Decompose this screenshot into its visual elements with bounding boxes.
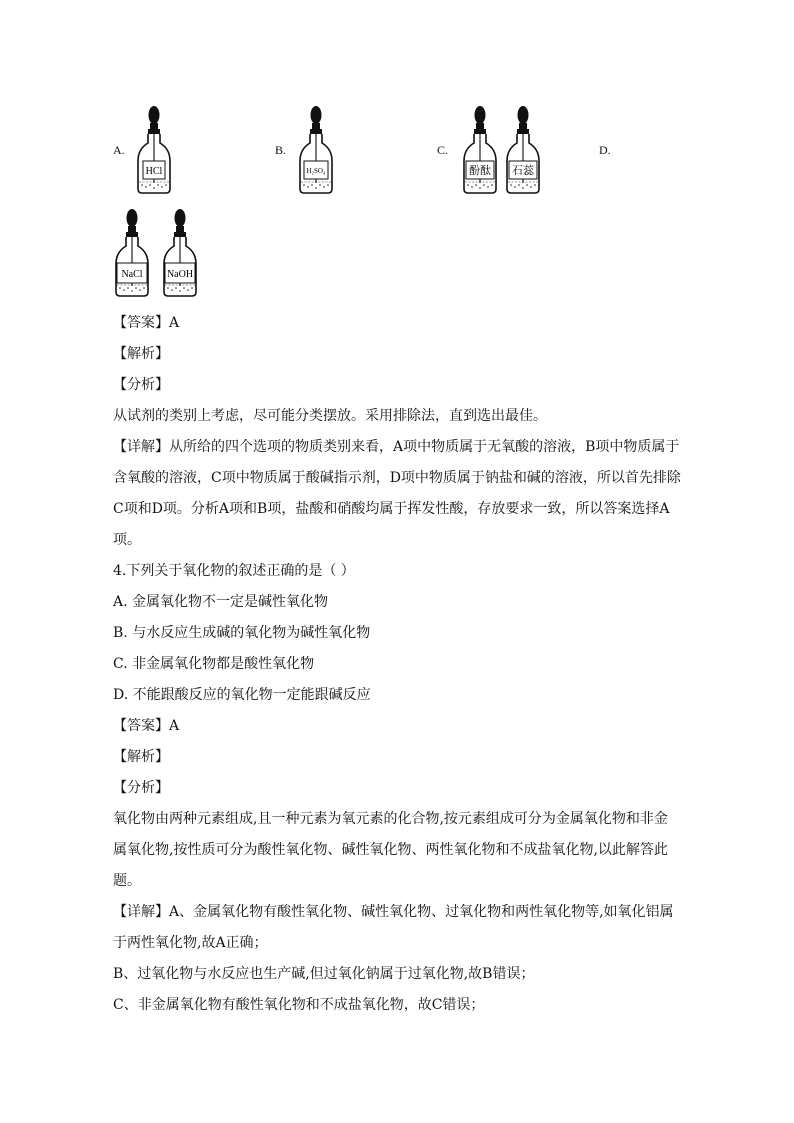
option-d-label: D. [599,143,611,157]
q4-fenxi-line-2: 属氧化物,按性质可分为酸性氧化物、碱性氧化物、两性氧化物和不成盐氧化物,以此解答此 [113,842,668,858]
q3-answer: 【答案】A [113,315,180,331]
q4-detail-line-2: 于两性氧化物,故A正确； [113,935,268,951]
bottle-b-label: H₂SO₄ [306,167,326,175]
option-b-label: B. [275,143,287,157]
q3-analysis-heading: 【解析】 [113,346,169,362]
q3-detail-line-4: 项。 [113,532,141,548]
bottle-c1-label: 酚酞 [469,164,491,177]
q3-fenxi-heading: 【分析】 [113,377,169,393]
q4-detail-c: C、非金属氧化物有酸性氧化物和不成盐氧化物，故C错误； [113,997,485,1013]
q4-option-d: D. 不能跟酸反应的氧化物一定能跟碱反应 [113,687,371,703]
q3-detail-line-2: 含氧酸的溶液，C项中物质属于酸碱指示剂，D项中物质属于钠盐和碱的溶液，所以首先排除 [113,470,681,486]
dropper-bottle-nacl-icon [112,208,152,298]
q4-option-a: A. 金属氧化物不一定是碱性氧化物 [113,594,329,610]
dropper-bottle-phenolphthalein-icon [460,105,500,195]
dropper-bottle-h2so4-icon [296,105,336,195]
q3-detail-line-3: C项和D项。分析A项和B项，盐酸和硝酸均属于挥发性酸，存放要求一致，所以答案选择A [113,501,670,517]
q4-stem: 4.下列关于氧化物的叙述正确的是（ ） [113,563,355,579]
q4-detail-b: B、过氧化物与水反应也生产碱,但过氧化钠属于过氧化物,故B错误； [113,966,535,982]
q3-fenxi-text: 从试剂的类别上考虑，尽可能分类摆放。采用排除法，直到选出最佳。 [113,408,547,424]
q4-fenxi-heading: 【分析】 [113,780,169,796]
option-c-label: C. [437,143,449,157]
q4-fenxi-line-3: 题。 [113,873,141,889]
dropper-bottle-hcl-icon [134,105,174,195]
q4-option-b: B. 与水反应生成碱的氧化物为碱性氧化物 [113,625,371,641]
bottle-c2-label: 石蕊 [512,164,534,177]
q4-detail-line-1: 【详解】A、金属氧化物有酸性氧化物、碱性氧化物、过氧化物和两性氧化物等,如氧化铝属 [113,904,674,920]
q4-option-c: C. 非金属氧化物都是酸性氧化物 [113,656,315,672]
bottle-d1-label: NaCl [121,269,143,280]
dropper-bottle-naoh-icon [160,208,200,298]
q4-answer: 【答案】A [113,718,180,734]
q4-fenxi-line-1: 氧化物由两种元素组成,且一种元素为氧元素的化合物,按元素组成可分为金属氧化物和非金 [113,811,668,827]
bottle-a-label: HCl [145,166,163,177]
q4-analysis-heading: 【解析】 [113,749,169,765]
bottle-d2-label: NaOH [166,269,194,280]
option-a-label: A. [113,143,125,157]
dropper-bottle-litmus-icon [503,105,543,195]
q3-detail-line-1: 【详解】从所给的四个选项的物质类别来看，A项中物质属于无氧酸的溶液，B项中物质属于 [113,439,680,455]
